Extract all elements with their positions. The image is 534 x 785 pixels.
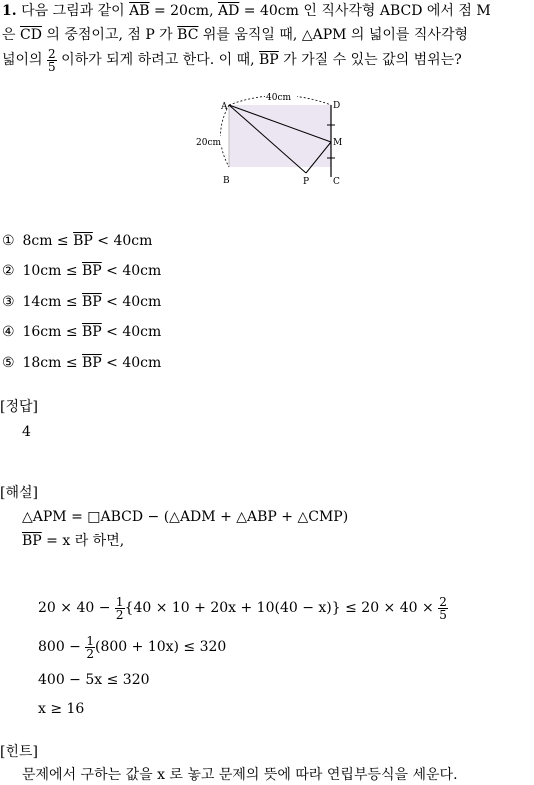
choice-marker: ② [2,263,15,279]
fraction-one-half [115,596,125,621]
label-a: A [221,102,228,112]
choice-text: < 40cm [101,294,162,310]
problem-text: 가 가질 수 있는 값의 범위는? [278,52,462,68]
left-dimension-label: 20cm [196,138,222,148]
equation-2 [38,631,226,663]
segment-bp: $\overline{BP}$ [22,533,42,549]
rectangle-figure [190,90,350,190]
label-d: D [333,101,341,111]
label-b: B [223,176,230,186]
equation-4: x ≥ 16 [38,701,85,717]
choice-3[interactable] [2,293,161,311]
choice-1[interactable] [2,232,152,250]
hint-header: [힌트] [0,744,38,760]
fraction-numerator: 2 [48,46,56,61]
fraction-one-half [85,635,95,660]
choice-text: < 40cm [101,263,162,279]
problem-text: 이하가 되게 하려고 한다. 이 때, [56,52,260,68]
choice-marker: ① [2,233,15,249]
segment-bp: $\overline{BP}$ [82,324,102,340]
equation-text: 800 − [38,639,86,655]
choice-text: < 40cm [101,355,162,371]
problem-text: 위를 움직일 때, △APM 의 넓이를 직사각형 [198,27,469,43]
problem-text: = 40cm 인 직사각형 ABCD 에서 점 M [239,3,491,19]
choice-5[interactable] [2,354,161,372]
solution-text: = x 라 하면, [41,533,125,549]
choice-text: < 40cm [92,233,153,249]
problem-text: 넓이의 [2,52,48,68]
segment-bp: $\overline{BP}$ [82,294,102,310]
choice-4[interactable] [2,323,161,341]
problem-line-2 [2,26,468,44]
fraction-numerator: 2 [439,594,447,609]
segment-bc: $\overline{BC}$ [177,27,199,43]
segment-bp: $\overline{BP}$ [259,52,279,68]
top-dimension-label: 40cm [266,93,292,103]
fraction-numerator: 1 [115,594,124,609]
problem-text: 의 중점이고, 점 P 가 [41,27,178,43]
choice-text: 10cm ≤ [22,263,83,279]
problem-line-1 [2,2,491,20]
equation-text: (800 + 10x) ≤ 320 [95,639,227,655]
segment-bp: $\overline{BP}$ [82,263,102,279]
answer-header: [정답] [0,399,38,415]
problem-text: 은 [2,27,20,43]
equation-text: {40 × 10 + 20x + 10(40 − x)} ≤ 20 × 40 × [124,600,439,616]
problem-number: 1. [2,3,17,19]
hint-text: 문제에서 구하는 값을 x 로 놓고 문제의 뜻에 따라 연립부등식을 세운다. [22,767,458,783]
problem-line-3 [2,44,462,76]
equation-text: 20 × 40 − [38,600,115,616]
solution-header: [해설] [0,485,38,501]
fraction-two-fifths [438,596,448,621]
label-c: C [333,177,340,187]
equation-3: 400 − 5x ≤ 320 [38,672,150,688]
fraction-two-fifths [47,48,57,73]
solution-line-1: △APM = □ABCD − (△ADM + △ABP + △CMP) [22,509,349,525]
solution-line-2 [22,532,124,550]
choice-marker: ⑤ [2,355,15,371]
answer-value: 4 [22,424,31,440]
fraction-numerator: 1 [86,633,94,648]
fraction-denominator: 5 [48,59,56,74]
choice-text: 18cm ≤ [22,355,83,371]
segment-ad: $\overline{AD}$ [217,3,240,19]
choice-text: 8cm ≤ [22,233,74,249]
equation-1 [38,592,448,624]
label-m: M [333,138,343,148]
label-p: P [303,177,310,187]
segment-ab: $\overline{AB}$ [129,3,150,19]
problem-text: = 20cm, [149,3,218,19]
choice-marker: ③ [2,294,15,310]
segment-cd: $\overline{CD}$ [19,27,42,43]
fraction-denominator: 5 [439,607,447,622]
choice-marker: ④ [2,324,15,340]
choice-2[interactable] [2,262,161,280]
fraction-denominator: 2 [86,646,94,661]
choice-text: 14cm ≤ [22,294,83,310]
segment-bp: $\overline{BP}$ [82,355,102,371]
segment-bp: $\overline{BP}$ [73,233,93,249]
choice-text: < 40cm [101,324,162,340]
problem-text: 다음 그림과 같이 [21,3,130,19]
choice-text: 16cm ≤ [22,324,83,340]
fraction-denominator: 2 [115,607,124,622]
